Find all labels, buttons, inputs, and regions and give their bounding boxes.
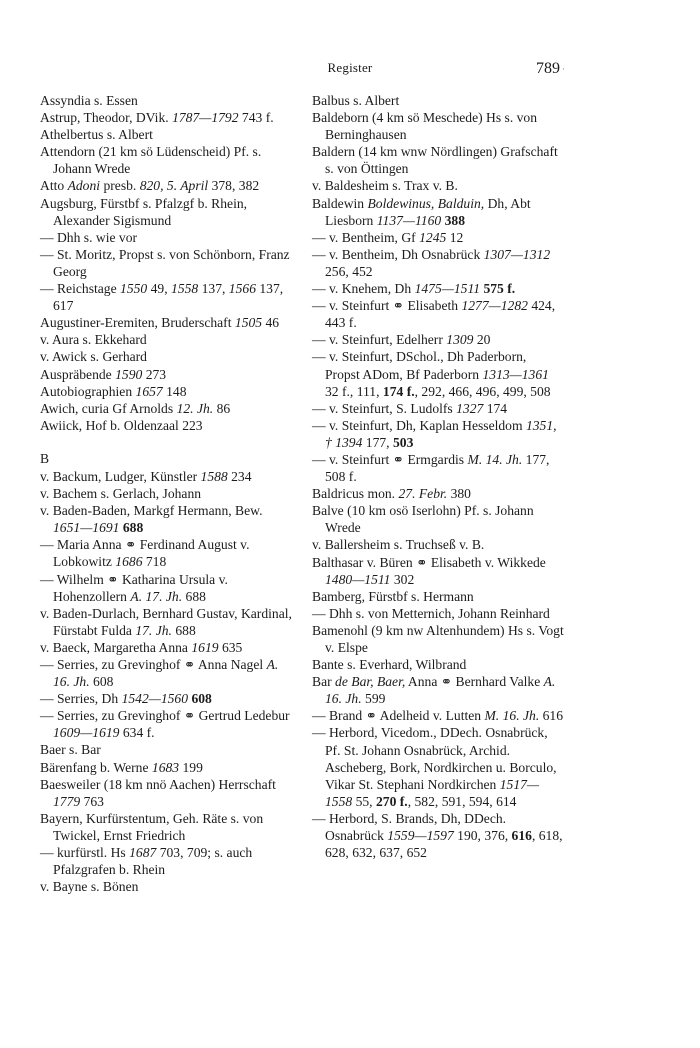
index-entry: — Maria Anna ⚭ Ferdinand August v. Lobkowitz 1686 718	[40, 537, 250, 570]
index-entry: Bar de Bar, Baer, Anna ⚭ Bernhard Valke A. 16. Jh. 599	[312, 674, 556, 707]
index-entry: Baldewin Boldewinus, Balduin, Dh, Abt Liesborn 1137—1160 388	[312, 195, 531, 228]
index-entry: — Reichstage 1550 49, 1558 137, 1566 137, 617	[40, 281, 284, 314]
index-entry: — v. Steinfurt ⚭ Elisabeth 1277—1282 424, 443 f.	[312, 298, 556, 331]
index-entry: — Serries, zu Grevinghof ⚭ Gertrud Ledebur 1609—1619 634 f.	[40, 708, 290, 741]
index-entry: v. Baden-Baden, Markgf Hermann, Bew. 1651—1691 688	[40, 503, 263, 536]
index-entry: Augustiner-Eremiten, Bruderschaft 1505 46	[40, 315, 280, 331]
index-entry: Awiick, Hof b. Oldenzaal 223	[40, 417, 203, 433]
index-entry: Bayern, Kurfürstentum, Geh. Räte s. von Twickel, Ernst Friedrich	[40, 810, 264, 843]
index-entry: Balthasar v. Büren ⚭ Elisabeth v. Wikkede 1480—1511 302	[312, 554, 546, 587]
page-number: 789	[536, 60, 560, 77]
index-entry: — v. Steinfurt, S. Ludolfs 1327 174	[312, 400, 508, 416]
index-entry: v. Bachem s. Gerlach, Johann	[40, 486, 202, 502]
index-entry: Auspräbende 1590 273	[40, 366, 167, 382]
index-entry: Bante s. Everhard, Wilbrand	[312, 657, 467, 673]
index-entry: Baldricus mon. 27. Febr. 380	[312, 486, 471, 502]
index-entry: v. Ballersheim s. Truchseß v. B.	[312, 537, 485, 553]
index-entry: — Serries, zu Grevinghof ⚭ Anna Nagel A. 16. Jh. 608	[40, 657, 279, 690]
index-entry: — Herbord, S. Brands, Dh, DDech. Osnabrück 1559—1597 190, 376, 616, 618, 628, 632, 637, 652	[312, 810, 563, 861]
section-letter: B	[40, 450, 50, 466]
index-entry: — v. Steinfurt, Dh, Kaplan Hesseldom 1351, † 1394 177, 503	[312, 417, 557, 450]
index-entry: Bärenfang b. Werne 1683 199	[40, 759, 203, 775]
index-entry: — v. Knehem, Dh 1475—1511 575 f.	[312, 281, 516, 297]
index-column-left	[40, 92, 292, 895]
index-entry: — v. Steinfurt ⚭ Ermgardis M. 14. Jh. 177, 508 f.	[312, 451, 550, 485]
index-entry: v. Baeck, Margaretha Anna 1619 635	[40, 639, 243, 655]
index-entry: Baesweiler (18 km nnö Aachen) Herrschaft 1779 763	[40, 776, 276, 809]
index-entry: — v. Steinfurt, DSchol., Dh Paderborn, Propst ADom, Bf Paderborn 1313—1361 32 f., 111, 174 f., 292, 466, 496, 499, 508	[312, 349, 551, 399]
index-entry: v. Baldesheim s. Trax v. B.	[312, 178, 458, 194]
index-entry: Balve (10 km osö Iserlohn) Pf. s. Johann Wrede	[312, 503, 534, 536]
index-entry: Astrup, Theodor, DVik. 1787—1792 743 f.	[40, 110, 274, 126]
index-entry: Balbus s. Albert	[312, 93, 400, 108]
index-entry: — v. Bentheim, Gf 1245 12	[312, 229, 464, 245]
index-entry: — kurfürstl. Hs 1687 703, 709; s. auch Pfalzgrafen b. Rhein	[40, 845, 253, 878]
index-entry: Attendorn (21 km sö Lüdenscheid) Pf. s. Johann Wrede	[40, 144, 262, 177]
index-entry: Bamberg, Fürstbf s. Hermann	[312, 588, 474, 604]
index-entry: v. Awick s. Gerhard	[40, 349, 147, 365]
index-entry: — Dhh s. von Metternich, Johann Reinhard	[312, 605, 550, 621]
index-entry: — St. Moritz, Propst s. von Schönborn, Franz Georg	[40, 246, 290, 279]
index-entry: Awich, curia Gf Arnolds 12. Jh. 86	[40, 400, 231, 416]
index-entry: Baldern (14 km wnw Nördlingen) Grafschaft s. von Öttingen	[312, 144, 558, 177]
index-entry: Baer s. Bar	[40, 742, 101, 758]
margin-mark: ·	[562, 64, 565, 74]
index-entry: — Dhh s. wie vor	[40, 229, 138, 245]
index-entry: — Serries, Dh 1542—1560 608	[40, 691, 212, 707]
index-entry: — v. Steinfurt, Edelherr 1309 20	[312, 332, 491, 348]
index-entry: v. Bayne s. Bönen	[40, 879, 139, 895]
index-column-right	[312, 92, 564, 861]
running-head: Register	[327, 60, 373, 75]
index-entry: Baldeborn (4 km sö Meschede) Hs s. von Berninghausen	[312, 110, 538, 143]
index-entry: Athelbertus s. Albert	[40, 127, 153, 143]
index-entry: Atto Adoni presb. 820, 5. April 378, 382	[40, 178, 260, 194]
index-entry: Bamenohl (9 km nw Altenhundem) Hs s. Vogt v. Elspe	[312, 622, 564, 655]
index-entry: — Wilhelm ⚭ Katharina Ursula v. Hohenzollern A. 17. Jh. 688	[40, 571, 228, 604]
index-entry: — Herbord, Vicedom., DDech. Osnabrück, Pf. St. Johann Osnabrück, Archid. Ascheberg, Bork, Nordkirchen u. Borculo, Vikar St. Stephani Nordkirchen 1517—1558 55, 270 f., 582, 591, 594, 614	[312, 725, 557, 809]
index-entry: — Brand ⚭ Adelheid v. Lutten M. 16. Jh. 616	[312, 708, 564, 724]
index-entry: v. Baden-Durlach, Bernhard Gustav, Kardinal, Fürstabt Fulda 17. Jh. 688	[40, 605, 292, 638]
index-entry: Assyndia s. Essen	[40, 93, 138, 108]
index-entry: v. Backum, Ludger, Künstler 1588 234	[40, 468, 252, 484]
index-entry: v. Aura s. Ekkehard	[40, 332, 147, 348]
index-entry: — v. Bentheim, Dh Osnabrück 1307—1312 256, 452	[312, 246, 551, 279]
index-entry: Autobiographien 1657 148	[40, 383, 187, 399]
index-entry: Augsburg, Fürstbf s. Pfalzgf b. Rhein, Alexander Sigismund	[40, 195, 248, 228]
